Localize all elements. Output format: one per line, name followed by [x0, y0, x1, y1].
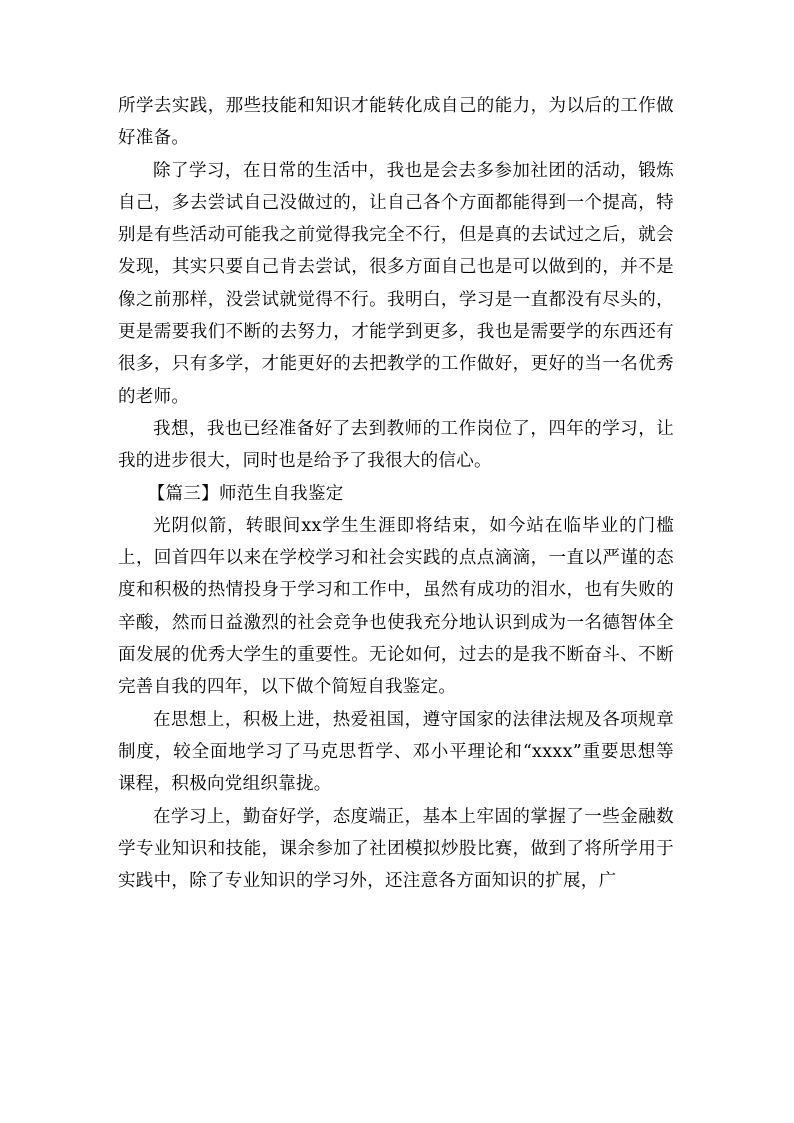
- paragraph-study: 在学习上，勤奋好学，态度端正，基本上牢固的掌握了一些金融数学专业知识和技能，课余参加了社团模拟炒股比赛，做到了将所学用于实践中，除了专业知识的学习外，还注意各方面知识的扩展，广: [118, 806, 674, 892]
- paragraph-readiness: 我想，我也已经准备好了去到教师的工作岗位了，四年的学习，让我的进步很大，同时也是给予了我很大的信心。: [118, 418, 674, 472]
- section-heading: 【篇三】师范生自我鉴定: [147, 483, 344, 504]
- paragraph-activities: 除了学习，在日常的生活中，我也是会去多参加社团的活动，锻炼自己，多去尝试自己没做过的，让自己各个方面都能得到一个提高，特别是有些活动可能我之前觉得我完全不行，但是真的去试过之后，就会发现，其实只要自己肯去尝试，很多方面自己也是可以做到的，并不是像之前那样，没尝试就觉得不行。我明白，学习是一直都没有尽头的，更是需要我们不断的去努力，才能学到更多，我也是需要学的东西还有很多，只有多学，才能更好的去把教学的工作做好，更好的当一名优秀的老师。: [118, 160, 674, 407]
- paragraph-ideology: 在思想上，积极上进，热爱祖国，遵守国家的法律法规及各项规章制度，较全面地学习了马克思哲学、邓小平理论和“xxxx”重要思想等课程，积极向党组织靠拢。: [118, 709, 674, 795]
- paragraph-intro: 光阴似箭，转眼间xx学生生涯即将结束，如今站在临毕业的门槛上，回首四年以来在学校学习和社会实践的点点滴滴，一直以严谨的态度和积极的热情投身于学习和工作中，虽然有成功的泪水，也有失败的辛酸，然而日益激烈的社会竞争也使我充分地认识到成为一名德智体全面发展的优秀大学生的重要性。无论如何，过去的是我不断奋斗、不断完善自我的四年，以下做个简短自我鉴定。: [118, 515, 674, 698]
- paragraph-continuation: 所学去实践，那些技能和知识才能转化成自己的能力，为以后的工作做好准备。: [118, 96, 674, 149]
- document-body: [118, 90, 674, 897]
